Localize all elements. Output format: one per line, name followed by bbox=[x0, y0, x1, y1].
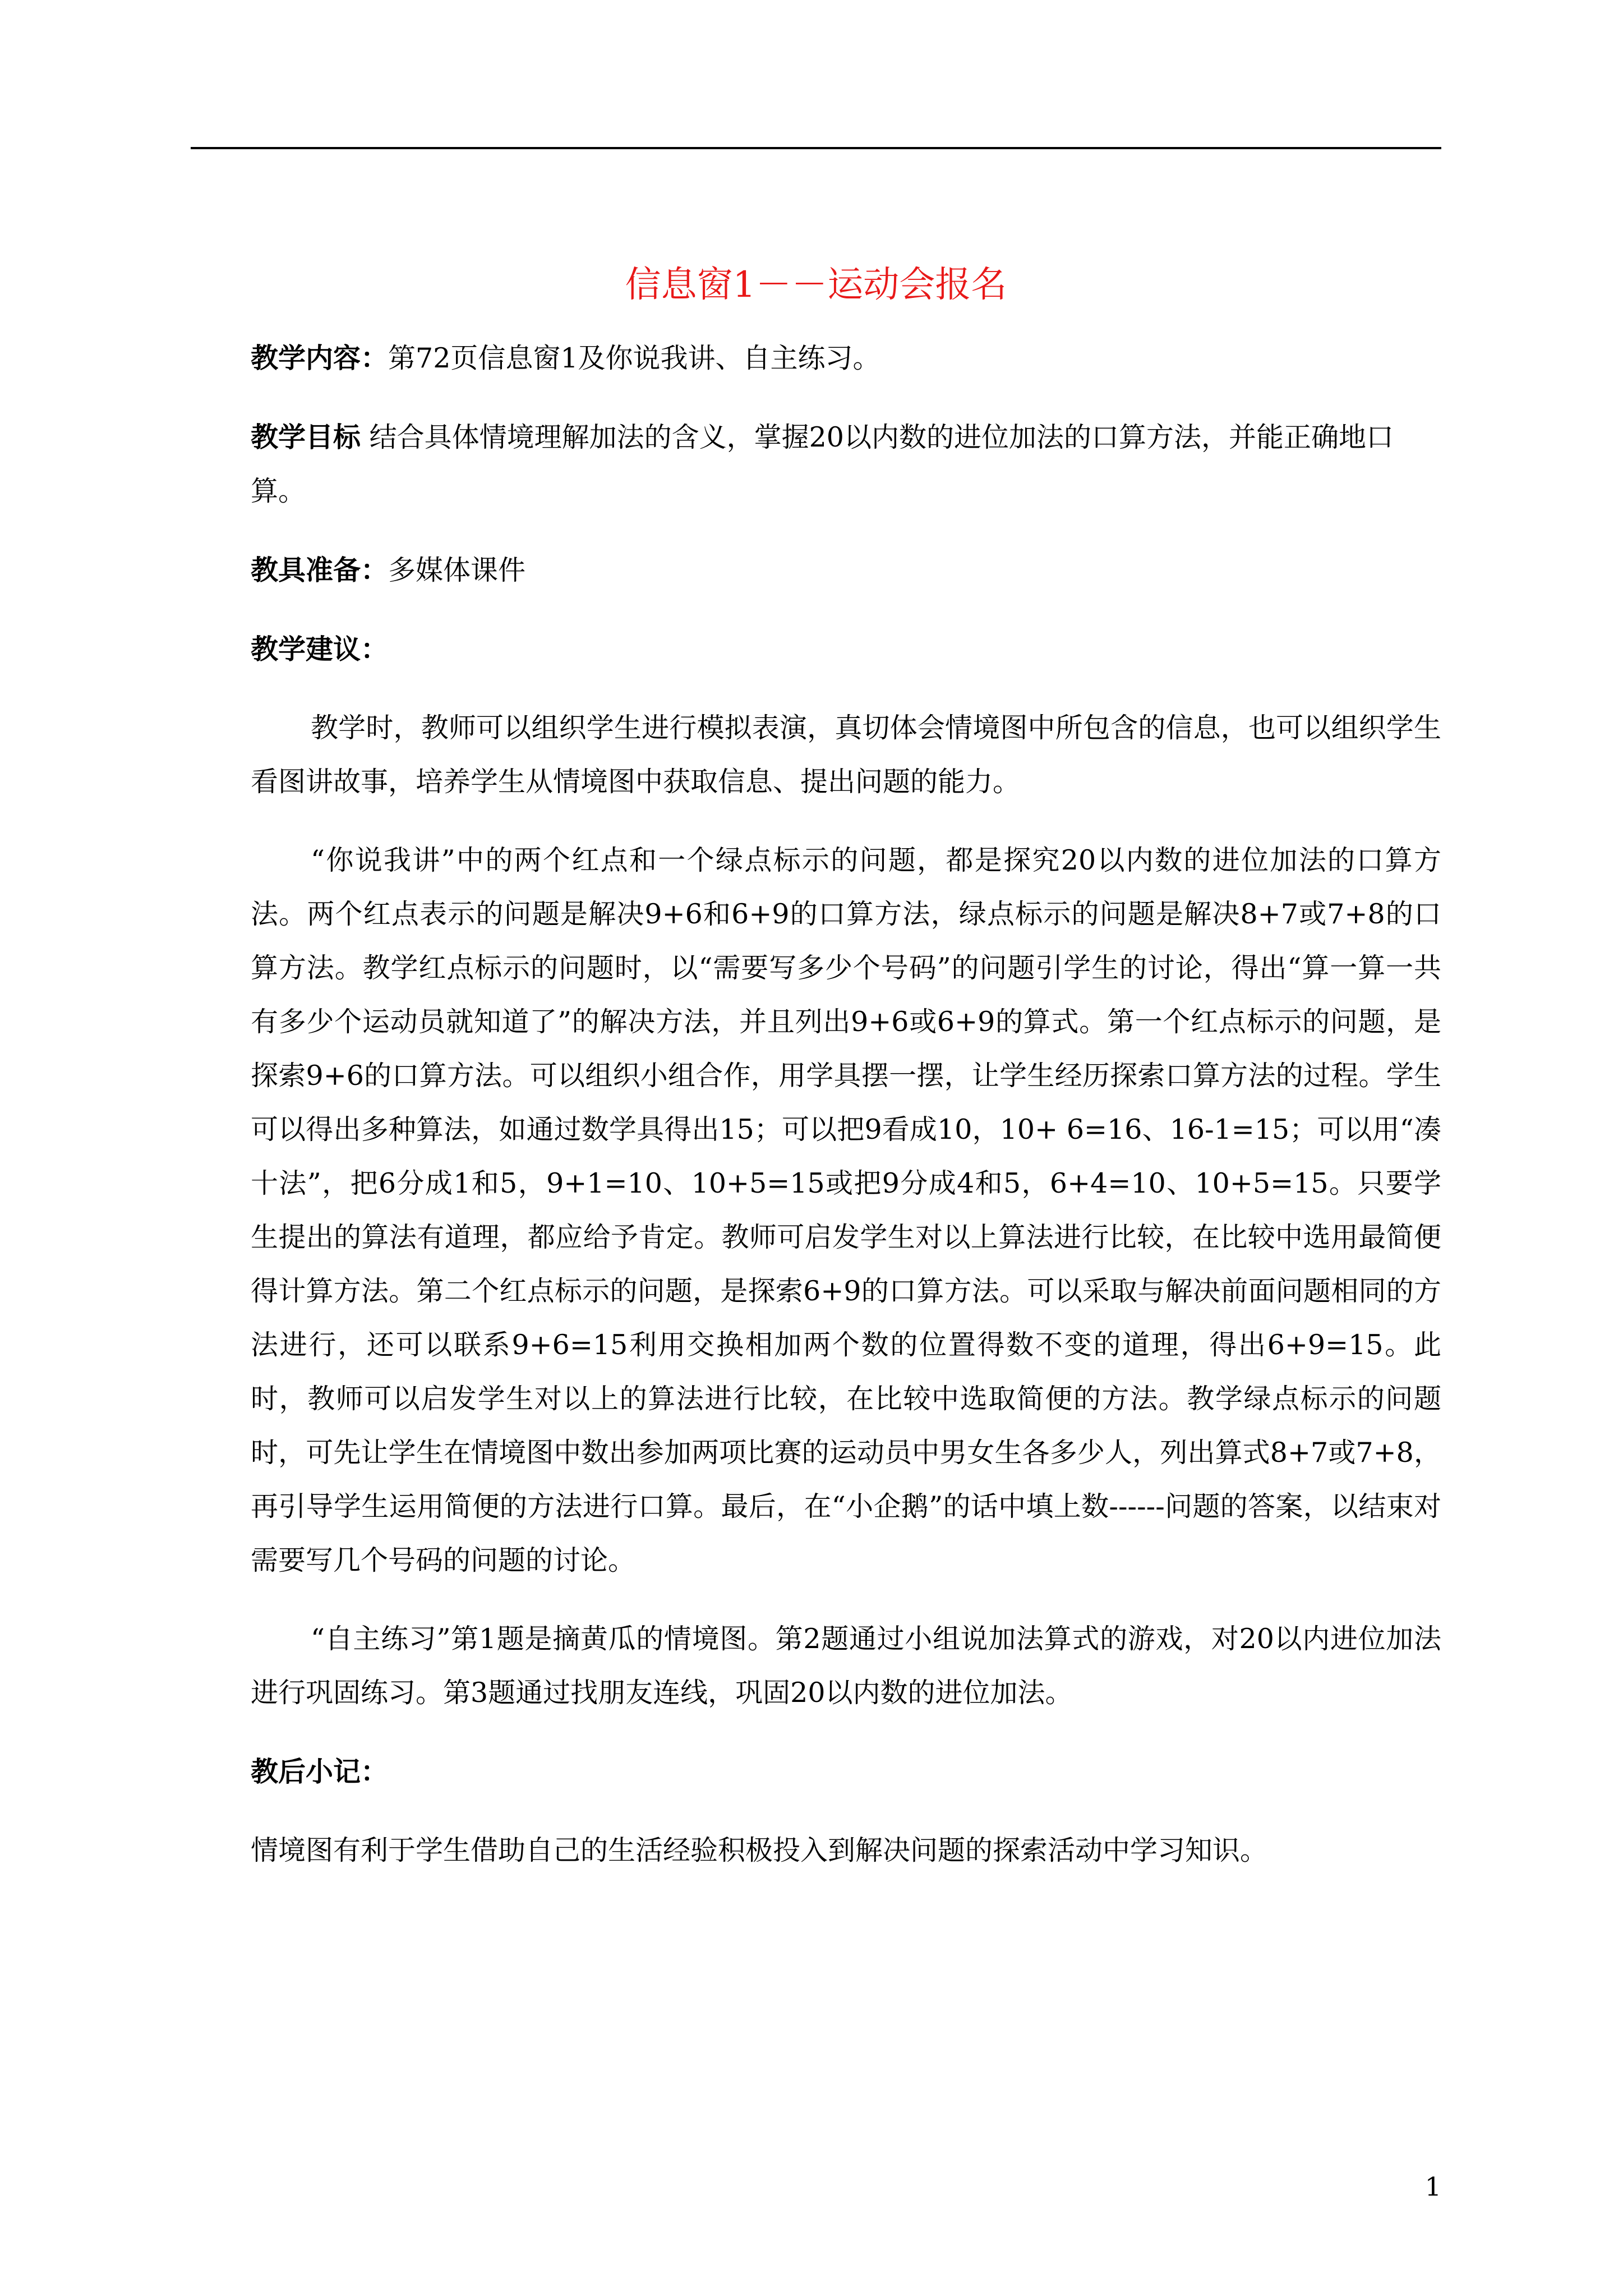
post-teaching-notes-text: 情境图有利于学生借助自己的生活经验积极投入到解决问题的探索活动中学习知识。 bbox=[251, 1834, 1268, 1866]
teaching-content-text: 第72页信息窗1及你说我讲、自主练习。 bbox=[388, 342, 880, 374]
teaching-prep bbox=[251, 543, 1441, 597]
advice-paragraph-3: “自主练习”第1题是摘黄瓜的情境图。第2题通过小组说加法算式的游戏，对20以内进位加法进行巩固练习。第3题通过找朋友连线，巩固20以内数的进位加法。 bbox=[251, 1623, 1441, 1709]
teaching-goal-label: 教学目标 bbox=[251, 421, 361, 453]
teaching-content-label: 教学内容： bbox=[251, 342, 389, 374]
post-teaching-notes-heading bbox=[251, 1745, 1441, 1799]
advice-paragraph-1: 教学时，教师可以组织学生进行模拟表演，真切体会情境图中所包含的信息，也可以组织学生看图讲故事，培养学生从情境图中获取信息、提出问题的能力。 bbox=[251, 712, 1441, 798]
teaching-advice-label: 教学建议： bbox=[251, 633, 389, 665]
teaching-goal-text: 结合具体情境理解加法的含义，掌握20以内数的进位加法的口算方法，并能正确地口算。 bbox=[251, 421, 1394, 507]
teaching-prep-label: 教具准备： bbox=[251, 554, 389, 586]
header-rule bbox=[191, 147, 1441, 149]
advice-paragraph-2: “你说我讲”中的两个红点和一个绿点标示的问题，都是探究20以内数的进位加法的口算方法。两个红点表示的问题是解决9+6和6+9的口算方法，绿点标示的问题是解决8+7或7+8的口算方法。教学红点标示的问题时，以“需要写多少个号码”的问题引学生的讨论，得出“算一算一共有多少个运动员就知道了”的解决方法，并且列出9+6或6+9的算式。第一个红点标示的问题，是探索9+6的口算方法。可以组织小组合作，用学具摆一摆，让学生经历探索口算方法的过程。学生可以得出多种算法，如通过数学具得出15；可以把9看成10，10+ 6=16、16-1=15；可以用“凑十法”，把6分成1和5，9+1=10、10+5=15或把9分成4和5，6+4=10、10+5=15。只要学生提出的算法有道理，都应给予肯定。教师可启发学生对以上算法进行比较，在比较中选用最简便得计算方法。第二个红点标示的问题，是探索6+9的口算方法。可以采取与解决前面问题相同的方法进行，还可以联系9+6=15利用交换相加两个数的位置得数不变的道理，得出6+9=15。此时，教师可以启发学生对以上的算法进行比较，在比较中选取简便的方法。教学绿点标示的问题时，可先让学生在情境图中数出参加两项比赛的运动员中男女生各多少人，列出算式8+7或7+8，再引导学生运用简便的方法进行口算。最后，在“小企鹅”的话中填上数------问题的答案，以结束对需要写几个号码的问题的讨论。 bbox=[251, 844, 1441, 1576]
teaching-advice-heading bbox=[251, 622, 1441, 677]
post-teaching-notes-label: 教后小记： bbox=[251, 1755, 389, 1788]
teaching-content bbox=[251, 331, 1441, 385]
page-title: 信息窗1－－运动会报名 bbox=[625, 264, 1007, 306]
teaching-goal bbox=[191, 410, 1441, 518]
page-number: 1 bbox=[1424, 2171, 1441, 2202]
document-body bbox=[251, 331, 1441, 1902]
teaching-prep-text: 多媒体课件 bbox=[388, 554, 526, 586]
